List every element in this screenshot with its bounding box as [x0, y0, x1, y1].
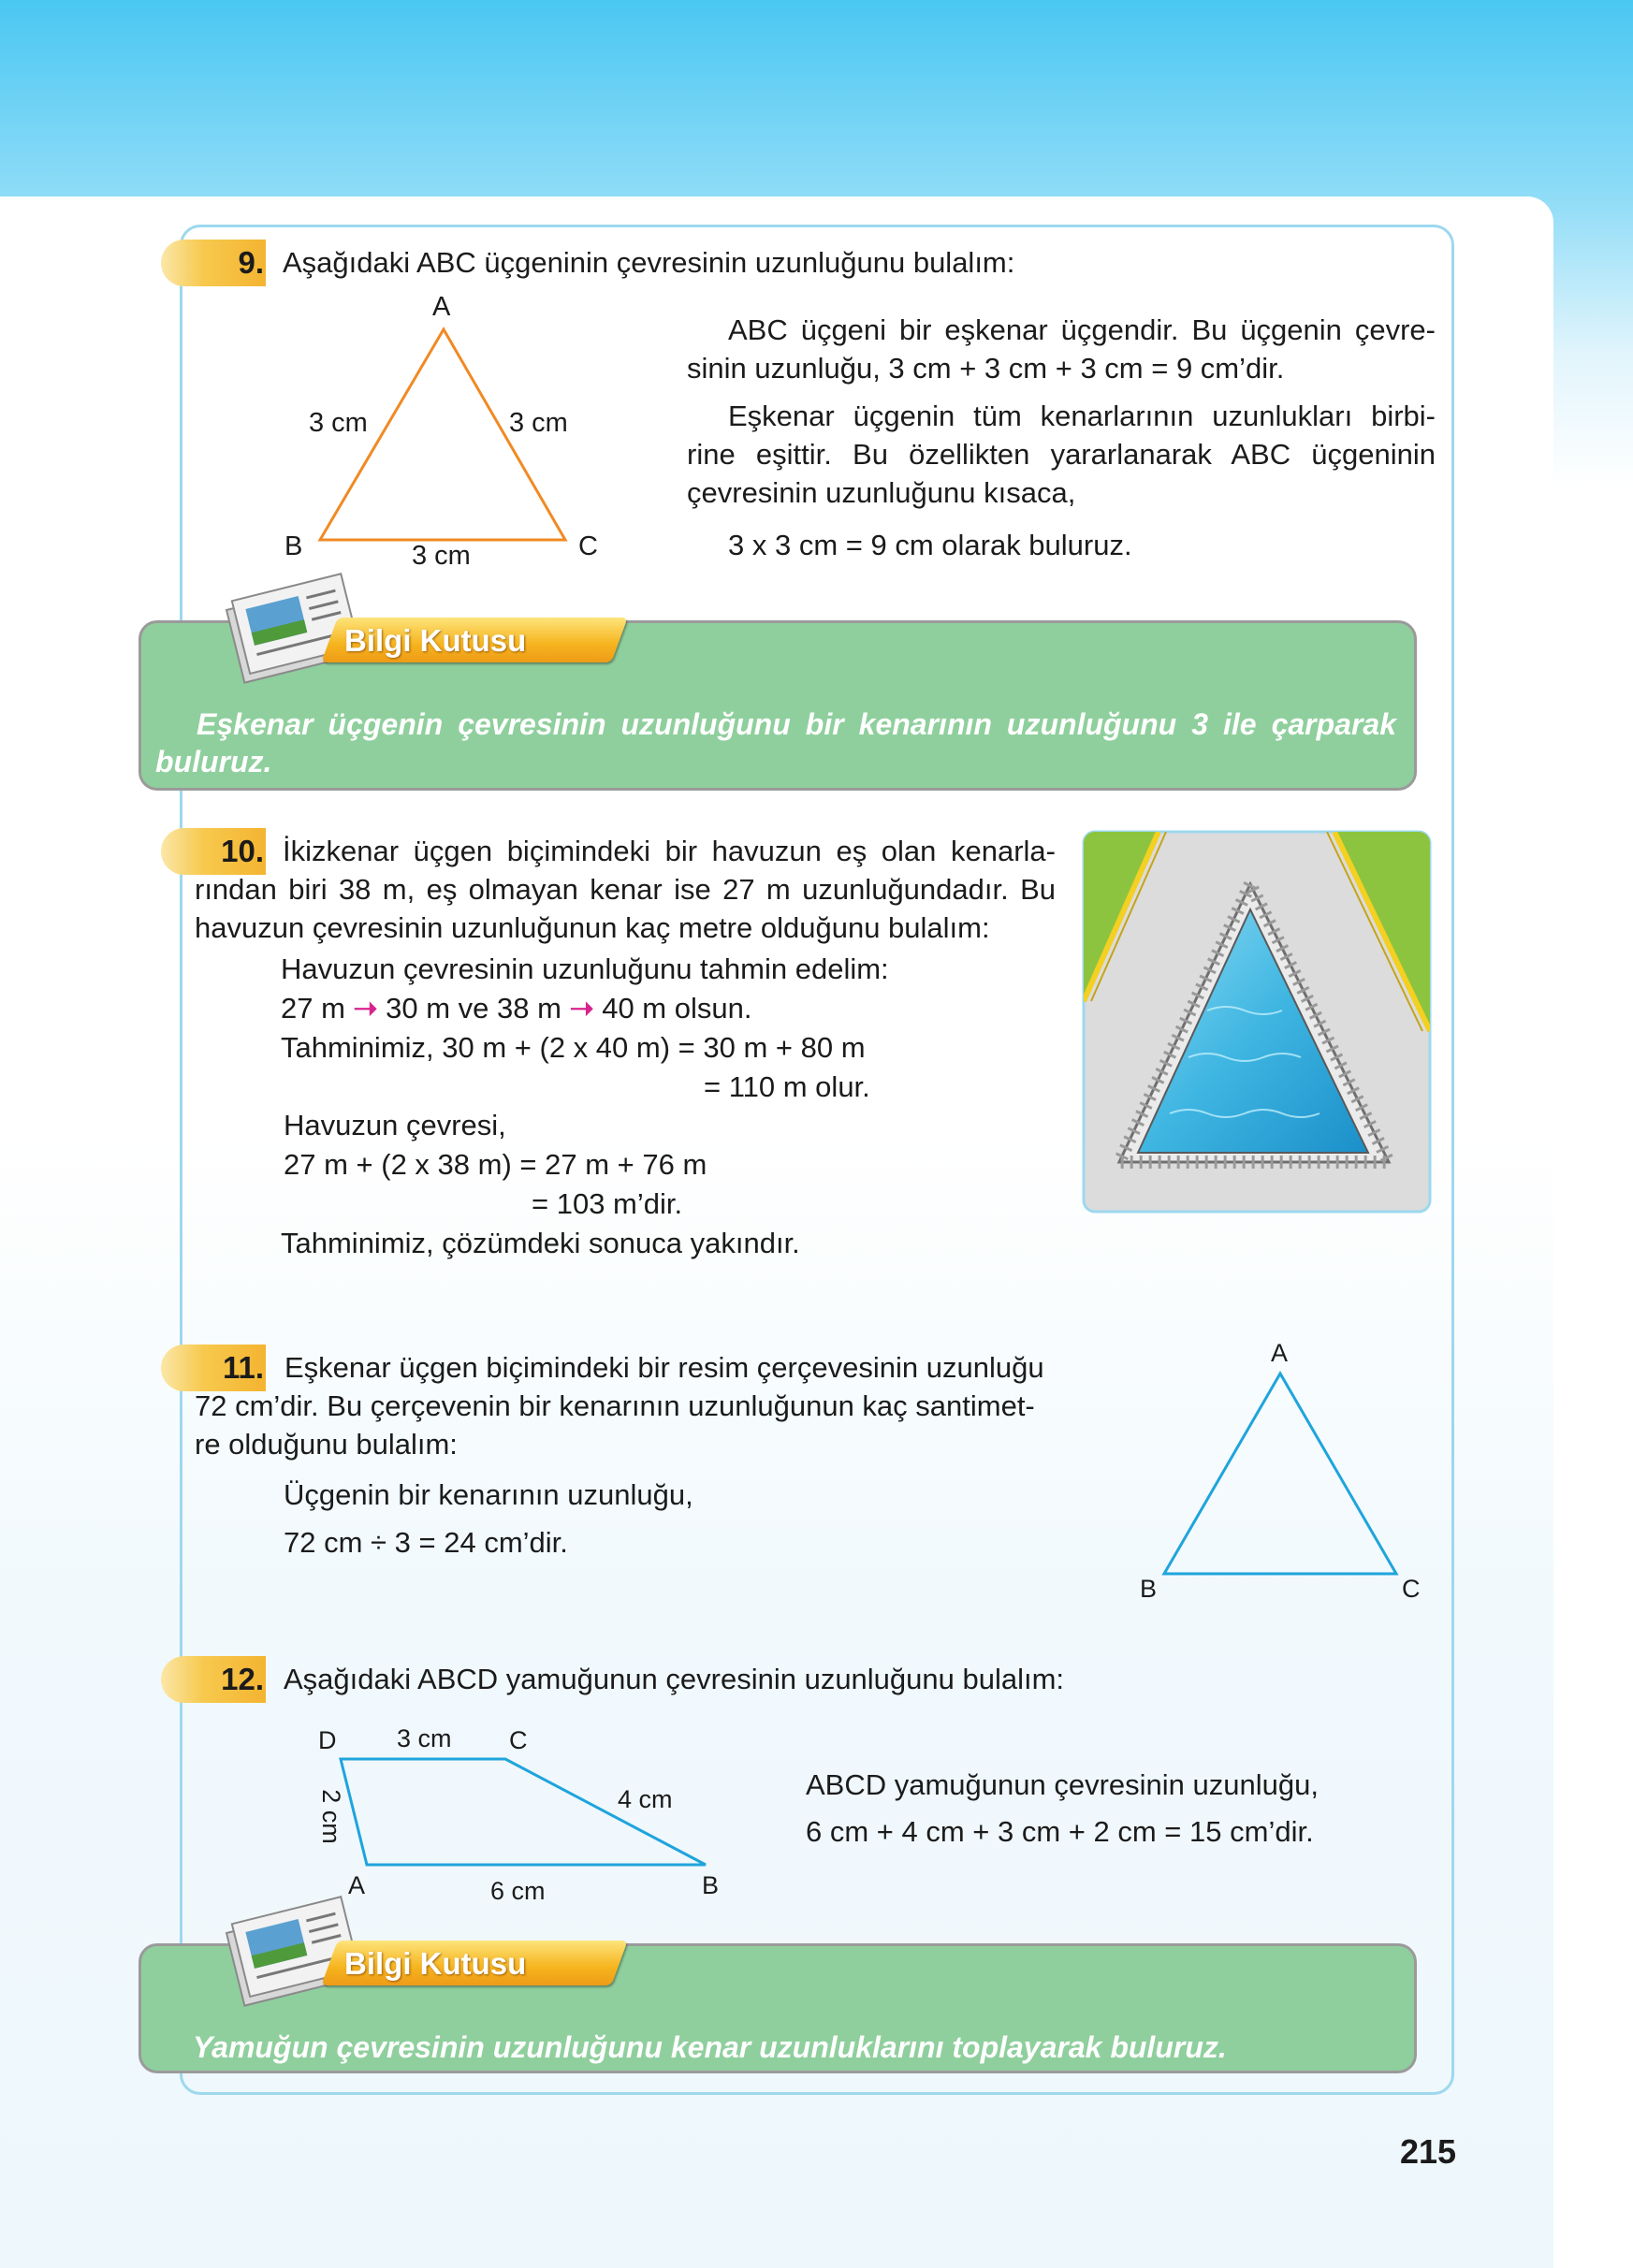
paragraph-line: re olduğunu bulalım:: [195, 1428, 458, 1461]
arrow-icon: ➝: [569, 992, 594, 1025]
paragraph-line: 72 cm’dir. Bu çerçevenin bir kenarının uzunluğunun kaç santimet-: [195, 1389, 1035, 1422]
vertex-a-label: A: [432, 292, 451, 322]
info-box-text: Yamuğun çevresinin uzunluğunu kenar uzunluklarını toplayarak buluruz.: [193, 2030, 1227, 2064]
newspaper-icon: [0, 0, 1, 1]
info-box-title: Bilgi Kutusu: [344, 623, 527, 658]
paragraph-line: ABC üçgeni bir eşkenar üçgendir. Bu üçgenin çevre-: [728, 313, 1436, 346]
estimate-result: = 110 m olur.: [704, 1070, 870, 1103]
paragraph-line: havuzun çevresinin uzunluğunun kaç metre olduğunu bulalım:: [195, 911, 990, 944]
paragraph-line: çevresinin uzunluğunu kısaca,: [687, 476, 1076, 509]
question-12-step-2: 6 cm + 4 cm + 3 cm + 2 cm = 15 cm’dir.: [806, 1815, 1314, 1848]
conclusion-text: Tahminimiz, çözümdeki sonuca yakındır.: [281, 1227, 800, 1259]
vertex-a-label: A: [1271, 1339, 1289, 1367]
question-9-result: 3 x 3 cm = 9 cm olarak buluruz.: [728, 529, 1132, 561]
arrow-icon: ➝: [353, 992, 378, 1025]
paragraph-line: Eşkenar üçgen biçimindeki bir resim çerçevesinin uzunluğu: [284, 1351, 1044, 1384]
vertex-b-label: B: [702, 1871, 720, 1899]
question-10-text: [195, 832, 1056, 947]
estimate-value: 40 m olsun.: [602, 992, 752, 1025]
info-text-line: buluruz.: [155, 745, 272, 778]
solution-calculation: 27 m + (2 x 38 m) = 27 m + 76 m: [284, 1148, 707, 1181]
vertex-a-label: A: [348, 1871, 366, 1899]
info-box-title: Bilgi Kutusu: [344, 1946, 527, 1981]
paragraph-line: rine eşittir. Bu özellikten yararlanarak ABC üçgeninin: [687, 438, 1436, 471]
vertex-c-label: C: [509, 1726, 528, 1754]
question-9-paragraph-2: [687, 397, 1436, 512]
paragraph-line: Eşkenar üçgenin tüm kenarlarının uzunlukları birbi-: [728, 400, 1436, 432]
info-text-line: Eşkenar üçgenin çevresinin uzunluğunu bir kenarının uzunluğunu 3 ile çarparak: [197, 707, 1396, 741]
solution-title: Havuzun çevresi,: [284, 1109, 506, 1141]
solution-result: = 103 m’dir.: [532, 1187, 683, 1220]
vertex-c-label: C: [578, 531, 598, 561]
question-12-step-1: ABCD yamuğunun çevresinin uzunluğu,: [806, 1768, 1319, 1801]
question-11-number: 11.: [222, 1350, 264, 1385]
question-10-number: 10.: [221, 834, 264, 868]
vertex-d-label: D: [318, 1726, 337, 1754]
side-ab-label: 3 cm: [309, 408, 368, 438]
estimate-value: 27 m: [281, 992, 345, 1025]
side-dc-label: 3 cm: [397, 1724, 452, 1752]
question-12-number: 12.: [221, 1662, 264, 1696]
side-da-label: 2 cm: [316, 1789, 345, 1844]
paragraph-line: sinin uzunluğu, 3 cm + 3 cm + 3 cm = 9 cm’dir.: [687, 352, 1285, 385]
question-9-prompt: Aşağıdaki ABC üçgeninin çevresinin uzunluğunu bulalım:: [283, 246, 1015, 279]
question-11-step-2: 72 cm ÷ 3 = 24 cm’dir.: [284, 1526, 568, 1559]
side-ab-label: 6 cm: [490, 1877, 546, 1905]
side-cb-label: 4 cm: [618, 1785, 673, 1813]
question-11-text: [195, 1348, 1097, 1463]
vertex-b-label: B: [284, 531, 303, 561]
side-bc-label: 3 cm: [412, 541, 471, 571]
estimate-title: Havuzun çevresinin uzunluğunu tahmin edelim:: [281, 952, 889, 985]
estimate-rounding: [281, 989, 751, 1027]
question-9-paragraph-1: [687, 311, 1436, 387]
question-12-prompt: Aşağıdaki ABCD yamuğunun çevresinin uzunluğunu bulalım:: [284, 1663, 1065, 1695]
page-number: 215: [1400, 2132, 1457, 2171]
question-11-step-1: Üçgenin bir kenarının uzunluğu,: [284, 1478, 693, 1511]
estimate-calculation: Tahminimiz, 30 m + (2 x 40 m) = 30 m + 80 m: [281, 1031, 866, 1064]
paragraph-line: İkizkenar üçgen biçimindeki bir havuzun eş olan kenarla-: [283, 835, 1056, 867]
side-ac-label: 3 cm: [509, 408, 568, 438]
estimate-value: 30 m ve 38 m: [386, 992, 561, 1025]
question-9-number: 9.: [238, 245, 264, 280]
vertex-b-label: B: [1140, 1575, 1158, 1603]
info-box-text: [155, 705, 1396, 780]
paragraph-line: rından biri 38 m, eş olmayan kenar ise 27 m uzunluğundadır. Bu: [195, 873, 1056, 906]
vertex-c-label: C: [1402, 1575, 1421, 1603]
